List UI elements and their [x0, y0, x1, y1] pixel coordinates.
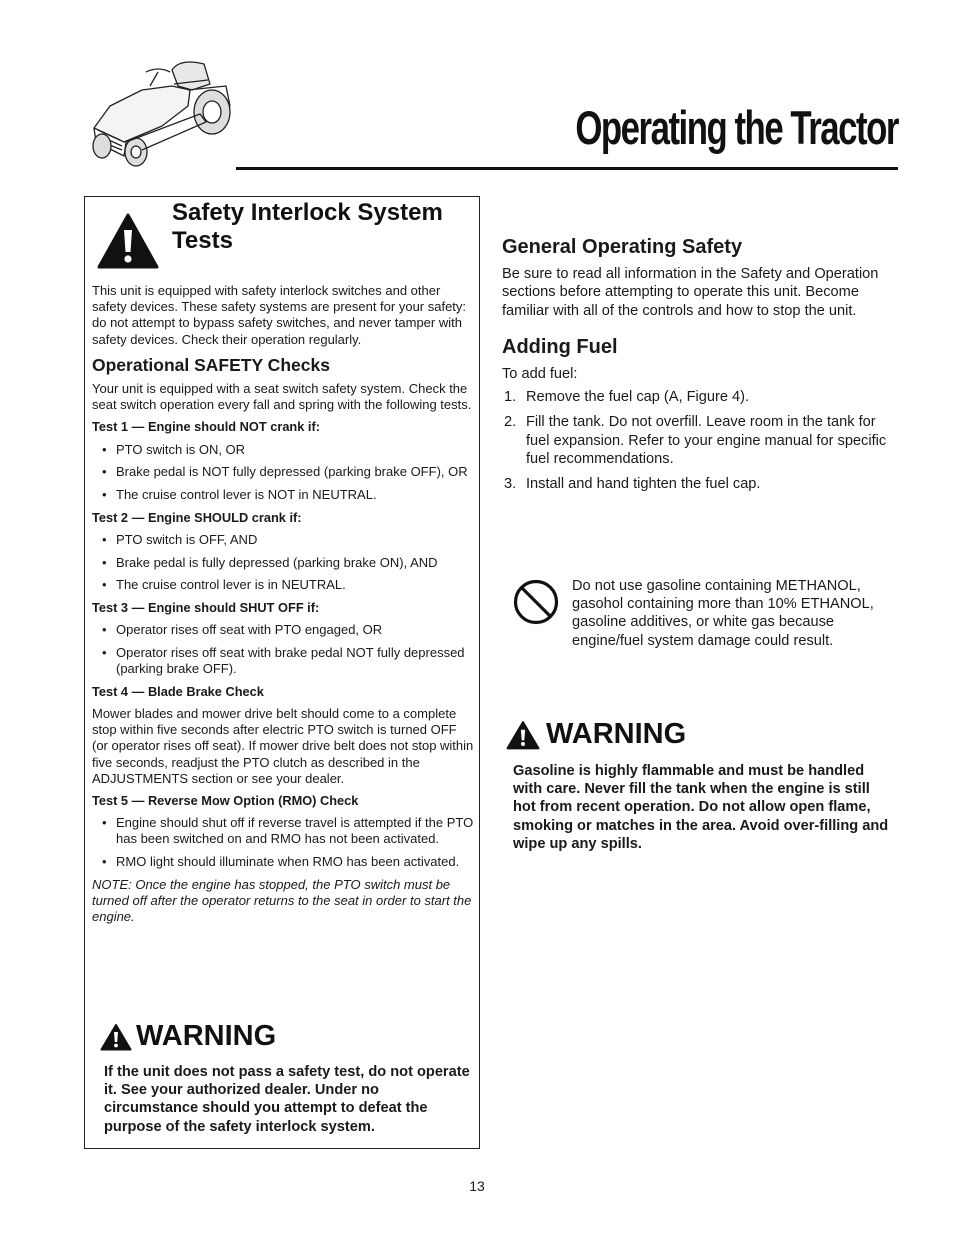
list-item [502, 475, 902, 493]
riding-mower-illustration [80, 50, 240, 178]
list-item-text: Operator rises off seat with PTO engaged, OR [116, 622, 383, 638]
checks-intro: Your unit is equipped with a seat switch safety system. Check the seat switch operation every fall and spring with the following tests. [92, 381, 472, 413]
list-item-text: Operator rises off seat with brake pedal NOT fully depressed (parking brake OFF). [116, 644, 465, 677]
safety-warning-body: If the unit does not pass a safety test, do not operate it. See your authorized dealer. Under no circumstance should you attempt to defeat the purpose of the safety interlock system. [104, 1064, 470, 1135]
list-item-text: Engine should shut off if reverse travel is attempted if the PTO has been switched on and RMO has not been activated. [116, 815, 474, 847]
fuel-warning-body: Gasoline is highly flammable and must be handled with care. Never fill the tank when the engine is still hot from recent operation. Do not allow open flame, smoking or matches in the area. Avoid over-filling and wipe up any spills. [513, 763, 889, 852]
adding-fuel-intro: To add fuel: [502, 366, 578, 383]
fuel-warning-header [506, 718, 686, 751]
test-2-list [92, 532, 474, 594]
test-1-list [92, 442, 474, 504]
list-item: • The cruise control lever is NOT in NEUTRAL. [102, 487, 377, 503]
test-3-list [92, 622, 474, 677]
step-text: Fill the tank. Do not overfill. Leave room in the tank for fuel expansion. Refer to your engine manual for specific fuel recommendations. [526, 414, 887, 467]
adding-fuel-heading: Adding Fuel [502, 335, 618, 358]
fuel-caution-text: Do not use gasoline containing METHANOL, gasohol containing more than 10% ETHANOL, gasoline additives, or white gas because engine/fuel system damage could result. [572, 578, 874, 649]
test-4-heading: Test 4 — Blade Brake Check [92, 683, 264, 699]
warning-label: WARNING [136, 1020, 277, 1052]
right-column [502, 238, 902, 500]
safety-interlock-heading: Safety Interlock System Tests [172, 199, 443, 254]
list-item: • Brake pedal is fully depressed (parking brake ON), AND [102, 554, 438, 570]
operational-checks-heading: Operational SAFETY Checks [92, 354, 330, 375]
list-item-text: PTO switch is ON, OR [116, 441, 246, 457]
step-number: 3. [504, 476, 517, 493]
list-item-text: The cruise control lever is NOT in NEUTRAL. [116, 487, 377, 503]
test-2-heading: Test 2 — Engine SHOULD crank if: [92, 509, 302, 525]
engine-note: NOTE: Once the engine has stopped, the PTO switch must be turned off after the operator returns to the seat in order to start the engine. [92, 876, 472, 925]
list-item-text: PTO switch is OFF, AND [116, 531, 258, 547]
test-5-heading: Test 5 — Reverse Mow Option (RMO) Check [92, 793, 359, 809]
list-item-text: The cruise control lever is in NEUTRAL. [116, 577, 346, 593]
step-number: 2. [504, 414, 517, 431]
list-item: • Brake pedal is NOT fully depressed (parking brake OFF), OR [102, 464, 468, 480]
general-safety-body: Be sure to read all information in the Safety and Operation sections before attempting to operate this unit. Become familiar with all of the controls and how to stop the unit. [502, 266, 879, 319]
list-item: • PTO switch is ON, OR [102, 441, 246, 457]
general-safety-heading: General Operating Safety [502, 236, 743, 258]
list-item-text: RMO light should illuminate when RMO has been activated. [116, 854, 460, 870]
step-number: 1. [504, 389, 517, 406]
list-item [502, 413, 902, 468]
fuel-steps [502, 388, 902, 493]
step-text: Install and hand tighten the fuel cap. [526, 476, 761, 493]
list-item: • Operator rises off seat with PTO engaged, OR [102, 622, 383, 638]
title-rule [236, 167, 898, 170]
list-item: • RMO light should illuminate when RMO has been activated. [102, 854, 460, 870]
list-item-text: Brake pedal is NOT fully depressed (parking brake OFF), OR [116, 464, 468, 480]
warning-label: WARNING [546, 718, 687, 750]
warning-triangle-icon [100, 1023, 132, 1051]
page-title: Operating the Tractor [575, 101, 898, 154]
list-item: • Engine should shut off if reverse travel is attempted if the PTO has been switched on and RMO has not been activated. [102, 815, 474, 847]
warning-triangle-icon [506, 720, 540, 750]
list-item-text: Brake pedal is fully depressed (parking brake ON), AND [116, 554, 438, 570]
list-item: • PTO switch is OFF, AND [102, 531, 258, 547]
test-3-heading: Test 3 — Engine should SHUT OFF if: [92, 600, 320, 616]
page-number: 13 [469, 1178, 485, 1194]
list-item: • Operator rises off seat with brake pedal NOT fully depressed (parking brake OFF). [102, 644, 465, 677]
step-text: Remove the fuel cap (A, Figure 4). [526, 389, 750, 406]
warning-triangle-icon [96, 212, 160, 270]
list-item [502, 388, 902, 406]
test-4-body: Mower blades and mower drive belt should come to a complete stop within five seconds after electric PTO switch is turned OFF (or operator rises off seat). If mower drive belt does not stop within five seconds, readjust the PTO clutch as described in the ADJUSTMENTS section or see your dealer. [92, 706, 474, 786]
test-5-list [92, 815, 474, 870]
prohibited-icon [512, 578, 560, 626]
safety-interlock-content [92, 283, 474, 932]
test-1-heading: Test 1 — Engine should NOT crank if: [92, 419, 321, 435]
list-item: • The cruise control lever is in NEUTRAL. [102, 577, 346, 593]
safety-intro: This unit is equipped with safety interlock switches and other safety devices. These safety systems are present for your safety: do not attempt to bypass safety switches, and never tamper with safety devices. Check their operation regularly. [92, 283, 467, 347]
safety-warning-header [100, 1020, 276, 1053]
